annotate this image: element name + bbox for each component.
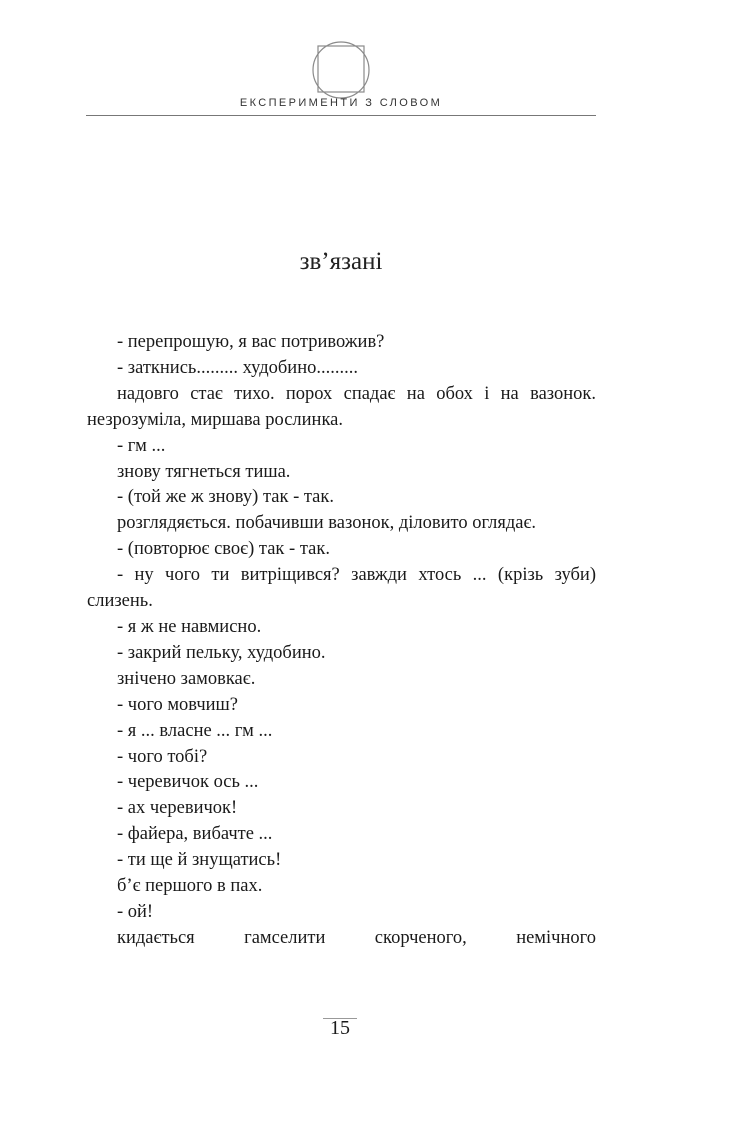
- paragraph: - ах черевичок!: [117, 798, 238, 819]
- paragraph: - (той же ж знову) так - так.: [117, 487, 334, 508]
- paragraph: знічено замовкає.: [117, 668, 256, 689]
- paragraph: - гм ...: [117, 435, 166, 456]
- paragraph: - закрий пельку, худобино.: [117, 642, 326, 663]
- circle-square-emblem-icon: [311, 40, 371, 100]
- paragraph: - ти ще й знущатись!: [117, 850, 282, 871]
- paragraph: - (повторює своє) так - так.: [117, 539, 330, 560]
- page-number: 15: [330, 1017, 350, 1039]
- paragraph: - чого мовчиш?: [117, 694, 238, 715]
- paragraph: - перепрошую, я вас потривожив?: [117, 332, 385, 352]
- paragraph: - файера, вибачте ...: [117, 824, 273, 845]
- paragraph: - я ж не навмисно.: [117, 616, 262, 637]
- paragraph: б’є першого в пах.: [117, 876, 263, 897]
- paragraph: - чого тобі?: [117, 746, 208, 767]
- chapter-title: зв’язані: [299, 248, 383, 275]
- running-title: ЕКСПЕРИМЕНТИ З СЛОВОМ: [239, 97, 443, 109]
- paragraph: - черевичок ось ...: [117, 772, 259, 793]
- paragraph: кидається гамселити скорченого, немічного: [117, 927, 596, 948]
- paragraph: - ой!: [117, 901, 154, 922]
- header-divider: [86, 115, 596, 116]
- body-text: [87, 330, 596, 952]
- paragraph: - ну чого ти витріщився? завжди хтось ... (крізь зуби) слизень.: [87, 565, 596, 612]
- paragraph: - заткнись......... худобино.........: [117, 357, 358, 378]
- paragraph: - я ... власне ... гм ...: [117, 720, 273, 741]
- paragraph: розглядяється. побачивши вазонок, діловито оглядає.: [117, 513, 537, 534]
- paragraph: знову тягнеться тиша.: [117, 461, 291, 482]
- paragraph: надовго стає тихо. порох спадає на обох і на вазонок. незрозуміла, миршава рослинка.: [87, 383, 596, 430]
